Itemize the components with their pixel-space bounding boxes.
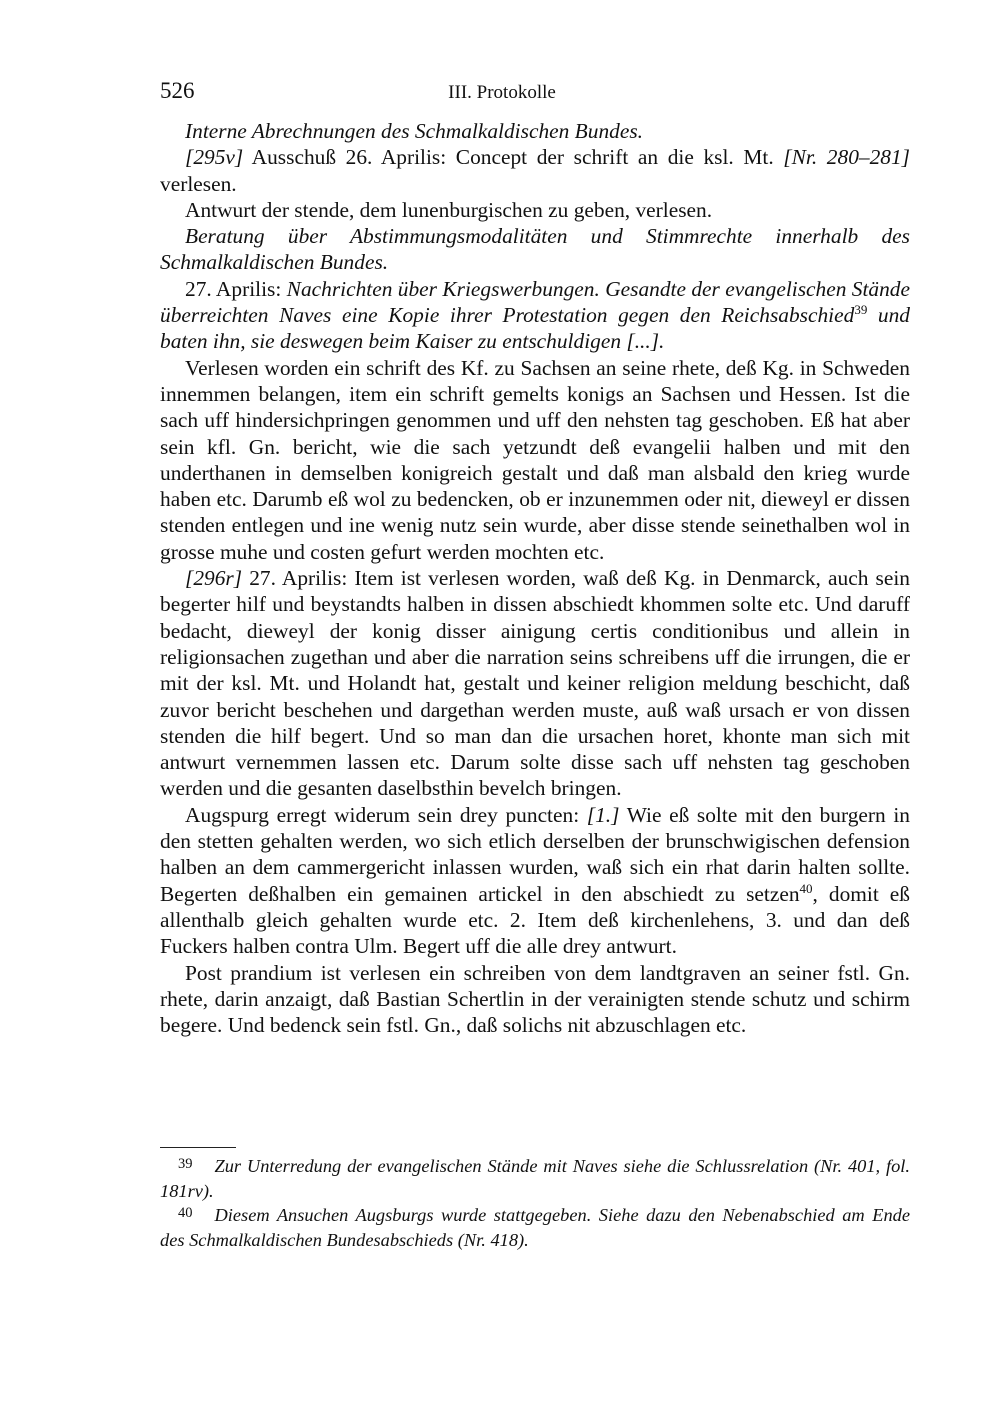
running-title: III. Protokolle (448, 82, 556, 103)
italic-span: und baten ihn, sie deswegen beim Kaiser zu entschuldigen [...]. (160, 303, 911, 354)
italic-span: [Nr. 280–281] (783, 145, 910, 170)
italic-span: Nachrichten über Kriegswerbungen. Gesandte der evangelischen Stände überreichten Naves eine Kopie ihrer Protestation gegen den Reichsabschied (160, 276, 910, 328)
italic-span: [295v] (185, 145, 244, 170)
text-span: Verlesen worden ein schrift des Kf. zu Sachsen an seine rhete, deß Kg. in Schweden innemmen belangen, item ein schrift gemelts konigs an Sachsen und Hessen. Ist die sach uff hindersichpringen genommen und uff den nehsten tag geschoben. Eß hat aber sein kfl. Gn. bericht, wie die sach yetzundt deß evangelii halben und mit den underthanen in demselben konigreich gestalt und daß man alsbald den krieg wurde haben etc. Darumb eß wol zu bedencken, ob er inzunemmen oder nit, dieweyl er dissen stenden entlegen und ine wenig nutz sein wurde, aber disse stende seinethalben wol in grosse muhe und costen gefurt werden mochten etc. (160, 355, 910, 564)
text-paragraph (160, 144, 910, 197)
text-paragraph (160, 118, 910, 144)
italic-span: [296r] (185, 566, 243, 591)
footnote-number: 40 (178, 1205, 193, 1221)
text-span: 27. Aprilis: Item ist verlesen worden, waß deß Kg. in Denmarck, auch sein begerter hilf und beystandts halben in dissen abschiedt khommen solte etc. Und daruff bedacht, dieweyl der konig disser ainigung certis conditionibus und allein in religionsachen zugethan und aber die narration seins schreibens uff die irrungen, die er mit der ksl. Mt. und Holandt hat, gestalt und keiner religion meldung beschicht, daß zuvor bericht beschehen und dargethan werden muste, auß waß ursach er von dissen stenden die hilf begert. Und so man dan die ursachen horet, khonte man sich mit antwurt vernemmen lassen etc. Darum solte disse sach uff nehsten tag geschoben werden und die gesanten daselbsthin bevelch bringen. (160, 566, 910, 801)
footnote-reference: 39 (854, 302, 868, 318)
text-span: Beratung über Abstimmungsmodalitäten und Stimmrechte innerhalb des Schmalkaldischen Bundes. (160, 224, 910, 275)
italic-span: [1.] (586, 802, 620, 827)
text-span: Interne Abrechnungen des Schmalkaldischen Bundes. (185, 119, 643, 143)
text-span: Post prandium ist verlesen ein schreiben von dem landtgraven an seiner fstl. Gn. rhete, darin anzaigt, daß Bastian Schertlin in der verainigten stende schutz und schirm begere. Und bedenck sein fstl. Gn., daß solichs nit abzuschlagen etc. (160, 960, 910, 1038)
text-paragraph (160, 960, 910, 1039)
text-span: Antwurt der stende, dem lunenburgischen zu geben, verlesen. (185, 197, 713, 222)
footnotes (160, 1155, 910, 1253)
text-span: 27. Aprilis: (185, 276, 287, 301)
text-span: , domit eß allenthalb gleich gehalten wurde etc. 2. Item deß kirchenlehens, 3. und dan deß Fuckers halben contra Ulm. Begert uff die alle drey antwurt. (160, 881, 910, 959)
text-span: Wie eß solte mit den burgern in den stetten gehalten werden, wo sich etlich derselben der brunschwigischen defension halben an dem cammergericht inlassen wurden, waß sich ein rhat darin halten sollte. Begerten deßhalben ein gemainen artickel in den abschiedt zu setzen (160, 802, 910, 906)
footnote (160, 1204, 910, 1252)
footnote (160, 1155, 910, 1203)
main-text (160, 118, 910, 1038)
footnote-divider (160, 1147, 236, 1148)
text-span: Augspurg erregt widerum sein drey puncten: (185, 802, 587, 827)
text-paragraph (160, 197, 910, 223)
text-paragraph (160, 565, 910, 802)
text-span: Ausschuß 26. Aprilis: Concept der schrift an die ksl. Mt. (243, 145, 784, 170)
text-paragraph (160, 223, 910, 276)
footnote-number: 39 (178, 1156, 193, 1172)
text-paragraph (160, 355, 910, 565)
text-span: verlesen. (160, 171, 237, 196)
footnote-reference: 40 (799, 880, 813, 896)
text-paragraph (160, 802, 910, 960)
footnote-text: Diesem Ansuchen Augsburgs wurde stattgegeben. Siehe dazu den Nebenabschied am Ende des Schmalkaldischen Bundesabschieds (Nr. 418). (160, 1205, 910, 1250)
page-number: 526 (160, 78, 195, 103)
text-paragraph (160, 276, 910, 355)
footnote-text: Zur Unterredung der evangelischen Stände mit Naves siehe die Schlussrelation (Nr. 401, fol. 181rv). (160, 1156, 910, 1201)
